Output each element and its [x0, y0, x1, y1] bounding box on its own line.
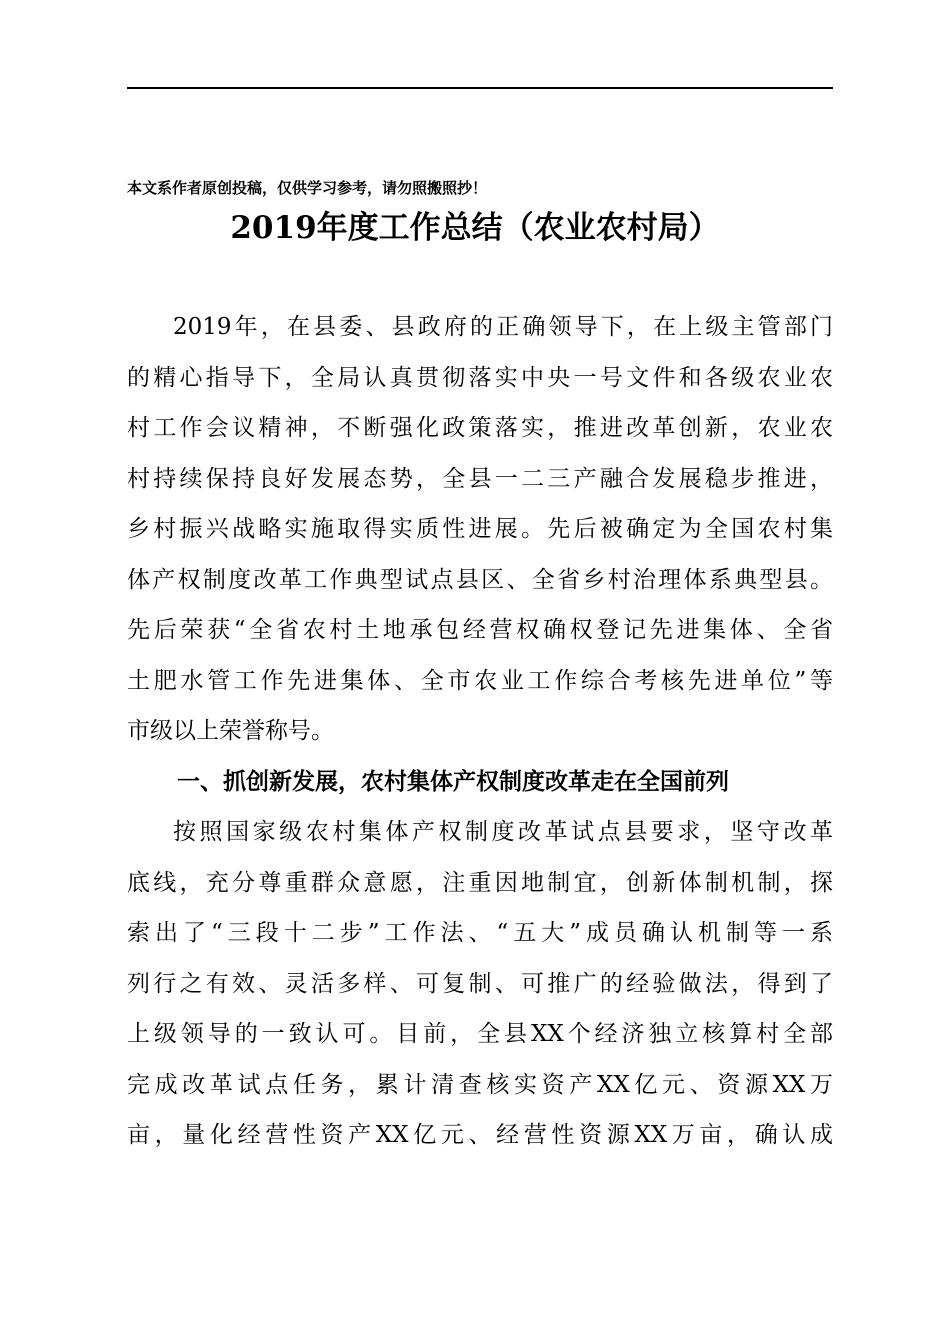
- text-line: 土肥水管工作先进集体、全市农业工作综合考核先进单位”等: [127, 667, 833, 694]
- text-line: 村持续保持良好发展态势，全县一二三产融合发展稳步推进，: [127, 465, 833, 492]
- text-line: 村工作会议精神，不断强化政策落实，推进改革创新，农业农: [127, 415, 833, 441]
- text-line: 索出了“三段十二步”工作法、“五大”成员确认机制等一系: [127, 920, 833, 946]
- text-line: 上级领导的一致认可。目前，全县XX个经济独立核算村全部: [127, 1021, 833, 1047]
- text-line: 市级以上荣誉称号。: [127, 718, 334, 744]
- section-heading: 一、抓创新发展，农村集体产权制度改革走在全国前列: [177, 768, 729, 795]
- text-line: 先后荣获“全省农村土地承包经营权确权登记先进集体、全省: [127, 617, 833, 643]
- text-line: 2019年，在县委、县政府的正确领导下，在上级主管部门: [173, 314, 833, 340]
- text-line: 体产权制度改革工作典型试点县区、全省乡村治理体系典型县。: [127, 566, 833, 593]
- text-line: 底线，充分尊重群众意愿，注重因地制宜，创新体制机制，探: [127, 869, 833, 896]
- text-line: 列行之有效、灵活多样、可复制、可推广的经验做法，得到了: [127, 970, 833, 997]
- header-rule: [127, 87, 833, 89]
- document-title: 2019年度工作总结（农业农村局）: [230, 210, 720, 246]
- document-body: [127, 302, 833, 1161]
- text-line: 亩，量化经营性资产XX亿元、经营性资源XX万亩，确认成: [127, 1122, 833, 1148]
- text-line: 的精心指导下，全局认真贯彻落实中央一号文件和各级农业农: [127, 364, 833, 391]
- text-line: 乡村振兴战略实施取得实质性进展。先后被确定为全国农村集: [127, 516, 833, 542]
- text-line: 按照国家级农村集体产权制度改革试点县要求，坚守改革: [173, 819, 833, 845]
- text-line: 完成改革试点任务，累计清查核实资产XX亿元、资源XX万: [127, 1071, 833, 1098]
- copyright-notice: 本文系作者原创投稿，仅供学习参考，请勿照搬照抄！: [127, 179, 488, 197]
